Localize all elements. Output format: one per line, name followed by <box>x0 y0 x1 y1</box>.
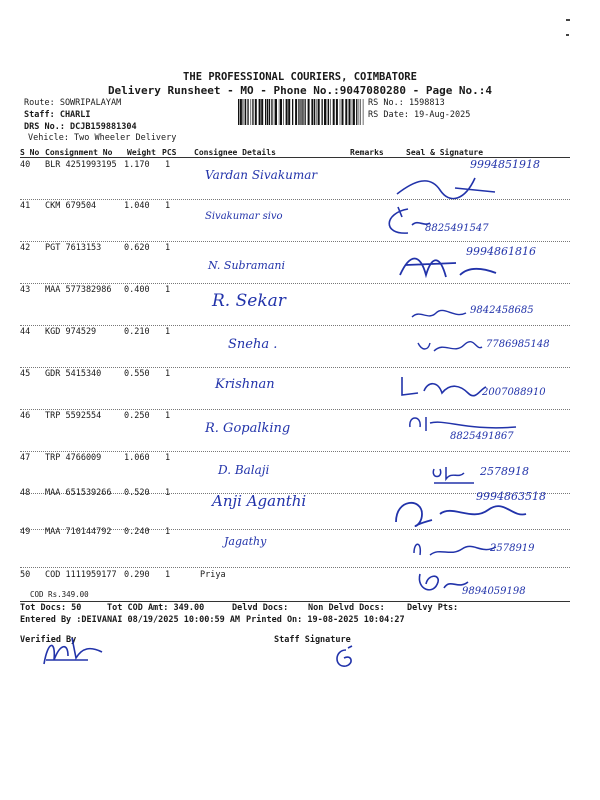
signature-mark <box>392 494 532 528</box>
drs-number: DRS No.: DCJB159881304 <box>24 122 137 132</box>
row-sno: 40 <box>20 160 31 170</box>
row-sno: 48 <box>20 488 31 498</box>
staff-signature-label: Staff Signature <box>274 635 351 645</box>
footer-divider <box>20 601 570 602</box>
consignee-handwriting: D. Balaji <box>218 463 270 477</box>
signature-mark <box>396 249 506 283</box>
col-seal: Seal & Signature <box>406 148 484 157</box>
table-row <box>0 160 600 200</box>
row-pcs: 1 <box>165 411 171 421</box>
row-sno: 44 <box>20 327 31 337</box>
phone-handwriting: 9842458685 <box>470 305 534 316</box>
row-weight: 0.240 <box>124 527 150 537</box>
col-remarks: Remarks <box>350 148 384 157</box>
row-pcs: 1 <box>165 488 171 498</box>
rs-date: RS Date: 19-Aug-2025 <box>368 110 471 120</box>
table-row <box>0 527 600 567</box>
table-row <box>0 201 600 241</box>
row-sno: 47 <box>20 453 31 463</box>
row-pcs: 1 <box>165 369 171 379</box>
row-weight: 0.250 <box>124 411 150 421</box>
signature-mark <box>398 373 488 403</box>
verified-by-label: Verified By <box>20 635 77 645</box>
route-label: Route: SOWRIPALAYAM <box>24 98 122 108</box>
row-pcs: 1 <box>165 527 171 537</box>
consignee-handwriting: R. Sekar <box>212 291 286 311</box>
row-weight: 0.620 <box>124 243 150 253</box>
consignee-handwriting: R. Gopalking <box>205 421 291 436</box>
signature-mark <box>410 537 500 563</box>
staff-signature <box>330 644 360 672</box>
row-sno: 45 <box>20 369 31 379</box>
row-weight: 0.290 <box>124 570 150 580</box>
delivered-docs: Delvd Docs: <box>232 603 289 613</box>
phone-handwriting: 2578919 <box>490 543 535 554</box>
phone-handwriting: 9994861816 <box>466 245 536 258</box>
row-sno: 46 <box>20 411 31 421</box>
row-consignment: MAA 651539266 <box>45 488 112 498</box>
signature-mark <box>414 570 474 598</box>
runsheet-title: Delivery Runsheet - MO - Phone No.:9047080280 - Page No.:4 <box>107 84 493 97</box>
row-consignment: MAA 577382986 <box>45 285 112 295</box>
phone-handwriting: 7786985148 <box>486 339 550 350</box>
row-sno: 43 <box>20 285 31 295</box>
total-cod-amount: Tot COD Amt: 349.00 <box>107 603 205 613</box>
signature-mark <box>416 337 486 359</box>
table-row <box>0 243 600 283</box>
row-pcs: 1 <box>165 243 171 253</box>
vehicle-label: Vehicle: Two Wheeler Delivery <box>28 133 177 143</box>
row-consignment: GDR 5415340 <box>45 369 102 379</box>
signature-mark <box>378 203 438 239</box>
table-row <box>0 327 600 367</box>
staff-label: Staff: CHARLI <box>24 110 91 120</box>
delivery-points: Delvy Pts: <box>407 603 459 613</box>
phone-handwriting: 9894059198 <box>462 586 526 597</box>
phone-handwriting: 9994863518 <box>476 490 546 503</box>
row-consignment: PGT 7613153 <box>45 243 102 253</box>
consignee-name: Priya <box>200 570 226 580</box>
consignee-handwriting: Sivakumar sivo <box>205 211 283 222</box>
barcode-image <box>238 99 364 125</box>
cod-note: COD Rs.349.00 <box>30 590 89 599</box>
entered-by: Entered By :DEIVANAI 08/19/2025 10:00:59 AM <box>20 615 241 625</box>
row-pcs: 1 <box>165 453 171 463</box>
scan-speck <box>566 34 569 36</box>
row-sno: 42 <box>20 243 31 253</box>
row-consignment: MAA 710144792 <box>45 527 112 537</box>
row-weight: 0.550 <box>124 369 150 379</box>
row-sno: 41 <box>20 201 31 211</box>
row-consignment: KGD 974529 <box>45 327 97 337</box>
table-row <box>0 488 600 528</box>
phone-handwriting: 2007088910 <box>482 387 546 398</box>
table-row <box>0 411 600 451</box>
phone-handwriting: 8825491867 <box>450 431 514 442</box>
table-row <box>0 453 600 493</box>
consignee-handwriting: N. Subramani <box>208 259 285 272</box>
table-row <box>0 570 600 610</box>
col-sno: S No <box>20 148 40 157</box>
row-consignment: TRP 4766009 <box>45 453 102 463</box>
row-pcs: 1 <box>165 285 171 295</box>
row-weight: 0.210 <box>124 327 150 337</box>
row-consignment: BLR 4251993195 <box>45 160 117 170</box>
col-consignee: Consignee Details <box>194 148 276 157</box>
row-sno: 50 <box>20 570 31 580</box>
table-row <box>0 285 600 325</box>
row-weight: 0.520 <box>124 488 150 498</box>
col-pcs: PCS <box>162 148 177 157</box>
signature-mark <box>406 413 526 437</box>
signature-mark <box>430 461 480 485</box>
consignee-handwriting: Anji Aganthi <box>212 492 307 510</box>
non-delivered-docs: Non Delvd Docs: <box>308 603 385 613</box>
col-weight: Weight <box>127 148 156 157</box>
phone-handwriting: 9994851918 <box>470 158 540 171</box>
rs-number: RS No.: 1598813 <box>368 98 445 108</box>
row-consignment: CKM 679504 <box>45 201 97 211</box>
row-weight: 0.400 <box>124 285 150 295</box>
scan-speck <box>566 19 570 21</box>
row-weight: 1.040 <box>124 201 150 211</box>
row-weight: 1.170 <box>124 160 150 170</box>
company-name: THE PROFESSIONAL COURIERS, COIMBATORE <box>183 71 417 83</box>
phone-handwriting: 8825491547 <box>425 223 489 234</box>
phone-handwriting: 2578918 <box>480 465 529 478</box>
consignee-handwriting: Jagathy <box>224 535 267 548</box>
row-consignment: COD 1111959177 <box>45 570 117 580</box>
row-pcs: 1 <box>165 327 171 337</box>
col-consignment: Consignment No <box>45 148 113 157</box>
signature-mark <box>410 307 470 323</box>
row-pcs: 1 <box>165 160 171 170</box>
signature-mark <box>395 170 515 200</box>
verified-signature <box>38 630 108 670</box>
consignee-handwriting: Sneha . <box>228 337 278 352</box>
total-docs: Tot Docs: 50 <box>20 603 82 613</box>
row-pcs: 1 <box>165 570 171 580</box>
row-weight: 1.060 <box>124 453 150 463</box>
consignee-handwriting: Vardan Sivakumar <box>205 168 318 182</box>
row-consignment: TRP 5592554 <box>45 411 102 421</box>
printed-on: Printed On: 19-08-2025 10:04:27 <box>246 615 405 625</box>
row-pcs: 1 <box>165 201 171 211</box>
row-sno: 49 <box>20 527 31 537</box>
consignee-handwriting: Krishnan <box>215 377 275 392</box>
table-row <box>0 369 600 409</box>
